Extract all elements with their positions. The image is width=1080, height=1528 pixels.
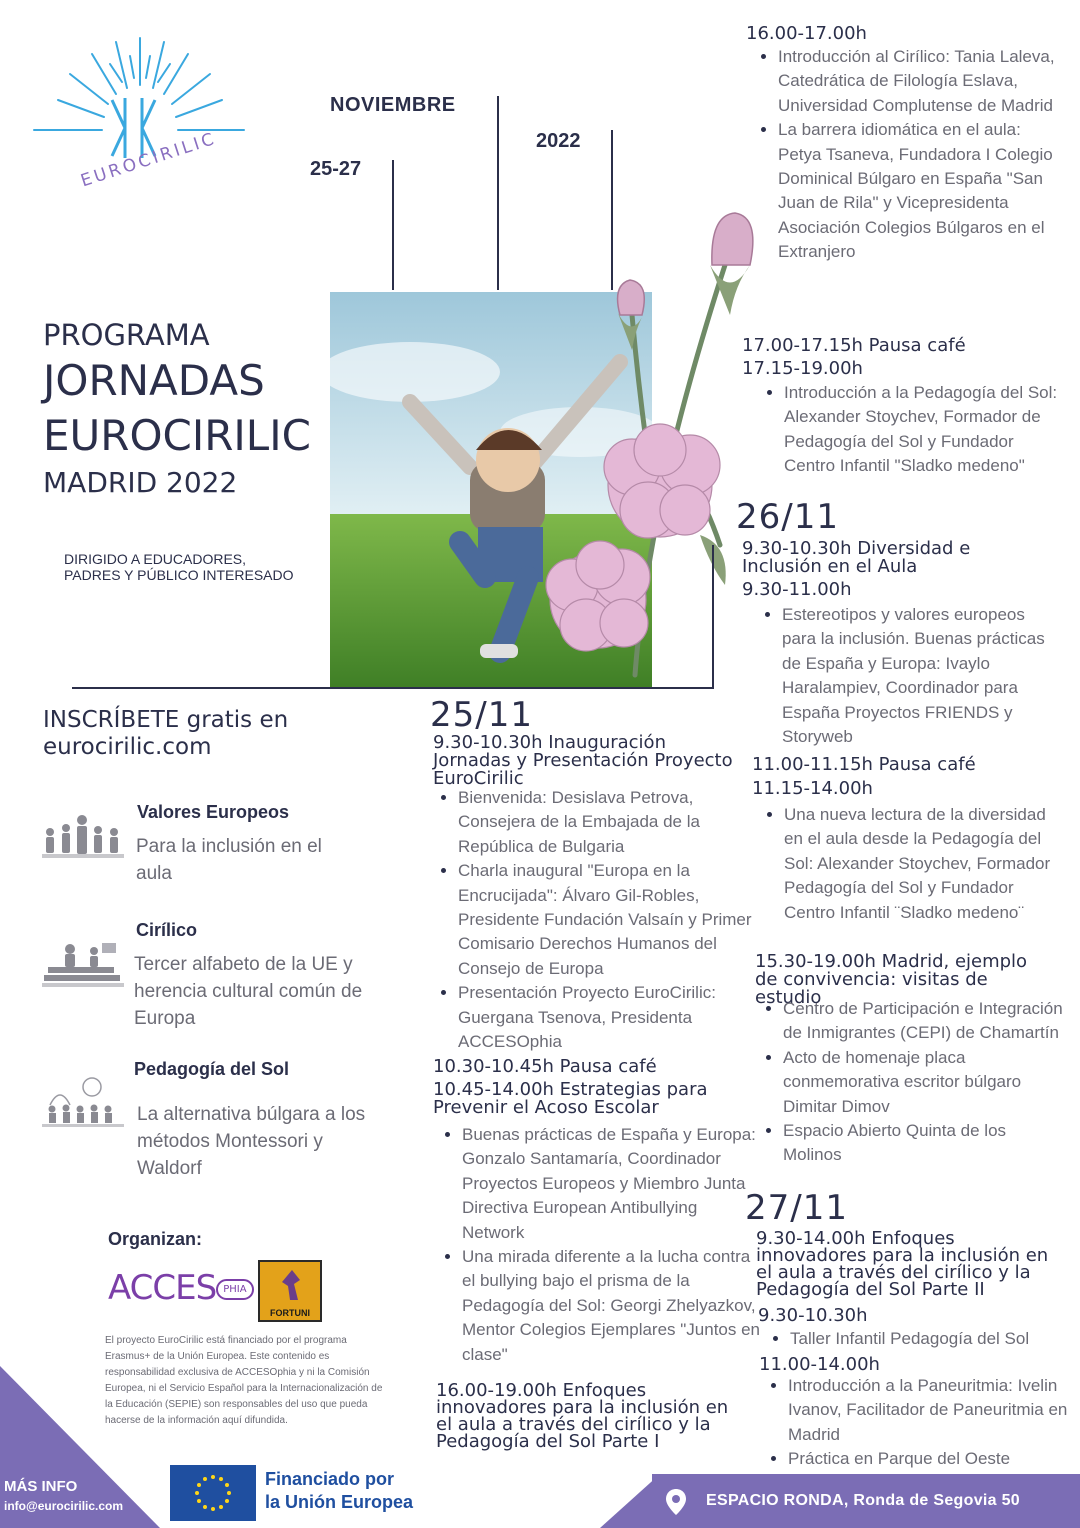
venue-address bbox=[706, 1492, 1020, 1510]
session-list bbox=[766, 1374, 1068, 1472]
divider-line bbox=[392, 160, 394, 290]
more-info-label: MÁS INFO bbox=[4, 1478, 78, 1495]
date-26: 26/11 bbox=[736, 497, 839, 537]
page-title-2: EUROCIRILIC bbox=[43, 411, 311, 460]
venue-street: Ronda de Segovia 50 bbox=[848, 1492, 1020, 1509]
logo1-badge: PHIA bbox=[216, 1279, 253, 1300]
time-label: 9.30-10.30h bbox=[758, 1305, 868, 1326]
list-item: • Buenas prácticas de España y Europa: Gonzalo Santamaría, Coordinador Proyectos Europeos y Miembro Junta Directiva European Antibullying Network bbox=[462, 1123, 762, 1245]
eu-funding-text bbox=[265, 1468, 413, 1514]
logo-text: EUROCIRILIC bbox=[78, 128, 220, 192]
logo-sunburst-icon bbox=[30, 30, 250, 200]
title-block bbox=[43, 318, 311, 499]
accesophia-logo bbox=[108, 1268, 254, 1308]
list-item: • Introducción a la Pedagogía del Sol: Alexander Stoychev, Formador de Pedagogía del Sol y Fundador Centro Infantil "Sladko medeno" bbox=[784, 381, 1059, 479]
time-label: 16.00-17.00h bbox=[746, 23, 867, 44]
list-item: • Taller Infantil Pedagogía del Sol bbox=[790, 1327, 1080, 1351]
divider-line bbox=[712, 545, 714, 689]
year-label: 2022 bbox=[536, 130, 581, 152]
list-item: • Espacio Abierto Quinta de los Molinos bbox=[783, 1119, 1063, 1168]
feature-pedagogia bbox=[40, 1057, 370, 1187]
session-list bbox=[760, 603, 1062, 749]
books-reading-icon bbox=[40, 937, 126, 993]
session-list bbox=[762, 803, 1064, 925]
programa-label: PROGRAMA bbox=[43, 318, 210, 352]
feature-valores bbox=[40, 800, 370, 900]
date-27: 27/11 bbox=[745, 1188, 848, 1228]
break-label: 10.30-10.45h Pausa café bbox=[433, 1056, 657, 1077]
list-item: • Introducción a la Paneuritmia: Ivelin Ivanov, Facilitador de Paneuritmia en Madrid bbox=[788, 1374, 1068, 1447]
session-list bbox=[756, 45, 1058, 265]
signup-text: INSCRÍBETE gratis en bbox=[43, 707, 289, 733]
eu-line: la Unión Europea bbox=[265, 1492, 414, 1512]
list-item: • Presentación Proyecto EuroCirilic: Guergana Tsenova, Presidenta ACCESOphia bbox=[458, 981, 758, 1054]
feature-title: Pedagogía del Sol bbox=[134, 1059, 290, 1079]
more-info-block[interactable] bbox=[4, 1478, 123, 1513]
email-link[interactable]: info@eurocirilic.com bbox=[4, 1499, 124, 1513]
list-item: • Una mirada diferente a la lucha contra el bullying bajo el prisma de la Pedagogía del Sol: Georgi Zhelyazkov, Mentor Colegios Ejemplares "Juntos en clase" bbox=[462, 1245, 762, 1367]
signup-block[interactable] bbox=[43, 707, 288, 761]
eurocirilic-logo bbox=[30, 30, 250, 200]
eu-flag bbox=[170, 1465, 256, 1521]
session-heading: 9.30-14.00h Enfoques innovadores para la inclusión en el aula a través del cirílico y la Pedagogía del Sol Parte II bbox=[756, 1228, 1049, 1300]
list-item: • Estereotipos y valores europeos para la inclusión. Buenas prácticas de España y Europa: Ivaylo Haralampiev, Coordinador para España Proyectos FRIENDS y Storyweb bbox=[782, 603, 1062, 749]
time-label: 9.30-11.00h bbox=[742, 579, 852, 600]
break-label: 11.00-11.15h Pausa café bbox=[752, 754, 976, 775]
list-item: • Acto de homenaje placa conmemorativa escritor búlgaro Dimitar Dimov bbox=[783, 1046, 1063, 1119]
time-label: 11.15-14.00h bbox=[752, 778, 873, 799]
audience-line: DIRIGIDO A EDUCADORES, bbox=[64, 551, 247, 567]
session-list bbox=[761, 997, 1063, 1168]
signup-link[interactable]: eurocirilic.com bbox=[43, 734, 212, 760]
session-list bbox=[440, 1123, 762, 1367]
list-item: • Práctica en Parque del Oeste bbox=[788, 1447, 1068, 1471]
time-label: 17.15-19.00h bbox=[742, 358, 863, 379]
feature-desc: Tercer alfabeto de la UE y herencia cultural común de Europa bbox=[134, 954, 363, 1029]
fortuni-text: FORTUNI bbox=[270, 1308, 310, 1318]
divider-line bbox=[497, 96, 499, 290]
audience-text bbox=[64, 551, 294, 583]
feature-cirilico bbox=[40, 917, 370, 1037]
flower-icon bbox=[520, 205, 765, 685]
feature-title: Valores Europeos bbox=[137, 802, 290, 822]
session-heading: 9.30-10.30h Inauguración Jornadas y Presentación Proyecto EuroCirilic bbox=[433, 732, 733, 789]
list-item: • Una nueva lectura de la diversidad en el aula desde la Pedagogía del Sol: Alexander Stoychev, Formador Pedagogía del Sol y Fundador Centro Infantil ¨Sladko medeno¨ bbox=[784, 803, 1064, 925]
children-group-icon bbox=[40, 810, 126, 866]
fortuni-figure-icon bbox=[272, 1266, 312, 1306]
session-list bbox=[768, 1327, 1080, 1351]
session-heading: 10.45-14.00h Estrategias para Prevenir el Acoso Escolar bbox=[433, 1079, 708, 1118]
feature-title: Cirílico bbox=[136, 920, 198, 940]
days-label: 25-27 bbox=[310, 158, 362, 180]
page-title: JORNADAS bbox=[43, 356, 265, 405]
horizontal-divider bbox=[72, 687, 714, 689]
list-item: • La barrera idiomática en el aula: Petya Tsaneva, Fundadora I Colegio Dominical Búlgaro en España "San Juan de Rila" y Vicepresidenta Asociación Colegios Búlgaros en el Extranjero bbox=[778, 118, 1058, 264]
carnation-illustration bbox=[520, 205, 765, 685]
feature-desc: Para la inclusión en el aula bbox=[136, 836, 322, 884]
month-label: NOVIEMBRE bbox=[330, 94, 456, 116]
session-list bbox=[436, 786, 758, 1054]
fortuni-logo bbox=[258, 1260, 322, 1322]
list-item: • Centro de Participación e Integración de Inmigrantes (CEPI) de Chamartín bbox=[783, 997, 1063, 1046]
break-label: 17.00-17.15h Pausa café bbox=[742, 335, 966, 356]
list-item: • Charla inaugural "Europa en la Encrucijada": Álvaro Gil-Robles, Presidente Fundación Valsaín y Primer Comisario Derechos Humanos del Consejo de Europa bbox=[458, 859, 758, 981]
date-25: 25/11 bbox=[430, 695, 533, 735]
time-label: 11.00-14.00h bbox=[759, 1354, 880, 1375]
venue-left-slant bbox=[600, 1474, 660, 1528]
list-item: • Introducción al Cirílico: Tania Laleva, Catedrática de Filología Eslava, Universidad Complutense de Madrid bbox=[778, 45, 1058, 118]
session-heading: 9.30-10.30h Diversidad e Inclusión en el Aula bbox=[742, 538, 971, 577]
organizers-label: Organizan: bbox=[108, 1229, 203, 1249]
location-pin-icon bbox=[665, 1488, 687, 1516]
session-heading: 15.30-19.00h Madrid, ejemplo de convivencia: visitas de estudio bbox=[755, 951, 1028, 1008]
audience-line: PADRES Y PÚBLICO INTERESADO bbox=[64, 567, 294, 583]
venue-name: ESPACIO RONDA, bbox=[706, 1492, 849, 1509]
disclaimer-text: El proyecto EuroCirilic está financiado por el programa Erasmus+ de la Unión Europea. Este contenido es responsabilidad exclusiva de ACCESOphia y ni la Comisión Europea, ni el Servicio Español para la Internacionalización de la Educación (SEPIE) son responsables del uso que pueda hacerse de la información aquí difundida. bbox=[105, 1335, 383, 1426]
session-list bbox=[762, 381, 1059, 479]
list-item: • Bienvenida: Desislava Petrova, Consejera de la Embajada de la República de Bulgaria bbox=[458, 786, 758, 859]
eu-line: Financiado por bbox=[265, 1469, 395, 1489]
logo1-text: ACCES bbox=[108, 1268, 217, 1308]
session-heading: 16.00-19.00h Enfoques innovadores para la inclusión en el aula a través del cirílico y la Pedagogía del Sol Parte I bbox=[436, 1380, 729, 1452]
madrid-label: MADRID 2022 bbox=[43, 466, 238, 499]
eu-stars-icon bbox=[170, 1465, 256, 1521]
feature-desc: La alternativa búlgara a los métodos Montessori y Waldorf bbox=[137, 1104, 366, 1179]
children-outdoor-icon bbox=[40, 1075, 126, 1131]
